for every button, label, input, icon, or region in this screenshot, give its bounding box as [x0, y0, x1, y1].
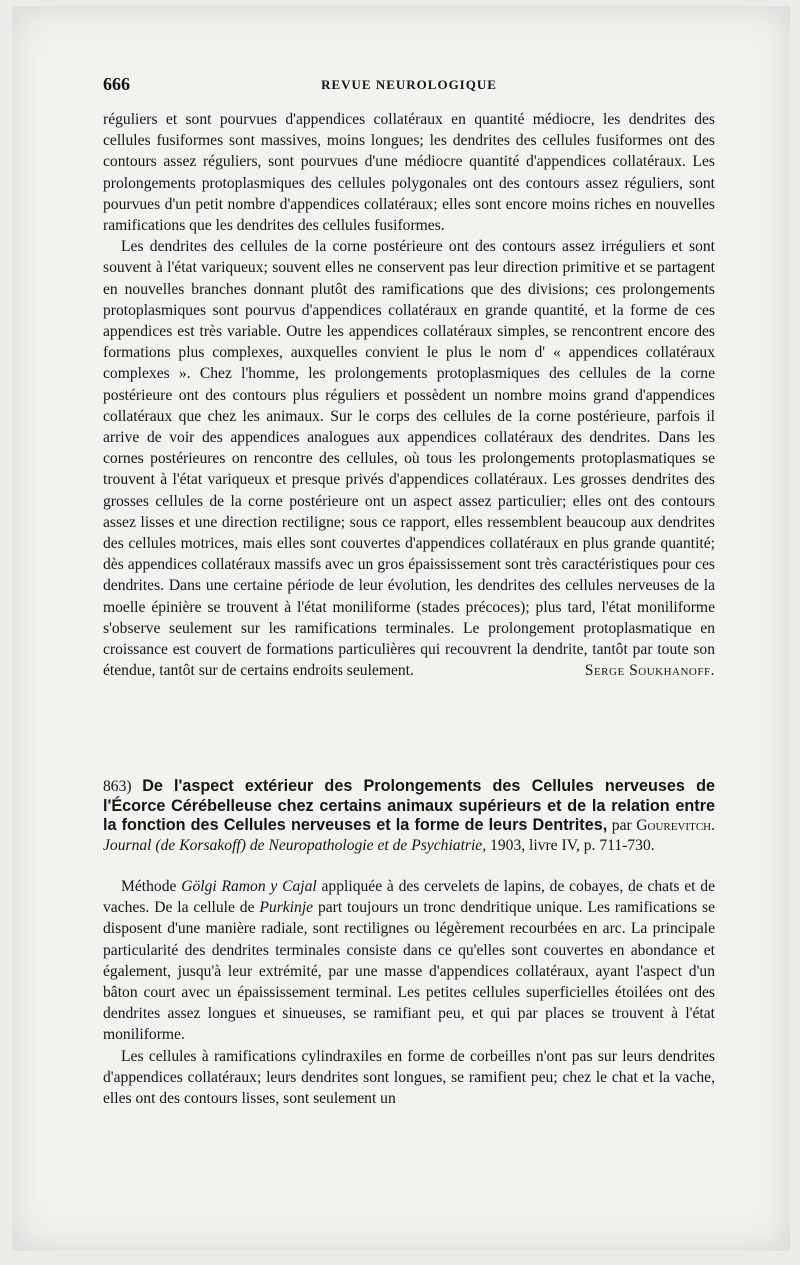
- entry-number: 863): [103, 778, 132, 795]
- running-title: REVUE NEUROLOGIQUE: [321, 77, 497, 92]
- entry-journal: Journal (de Korsakoff) de Neuropathologie et de Psychiatrie,: [103, 836, 487, 854]
- text-span: part toujours un tronc dendritique unique. Les ramifications se disposent d'une manière radiale, sont rectilignes ou légèrement recourbées en arc. La principale particularité des dendrites terminales consiste dans ce qu'elles sont couvertes en abondance et également, jusqu'à leur extrémité, par une masse d'appendices collatéraux, ayant l'aspect d'un bâton court avec un épaississement terminal. Les petites cellules superficielles étoilées ont des dendrites assez longues et sinueuses, se ramifiant peu, et qui par places se trouvent à l'état moniliforme.: [103, 899, 715, 1044]
- text-span: Méthode: [121, 878, 177, 895]
- author-signature: Serge Soukhanoff.: [584, 662, 715, 680]
- paragraph-text: Les dendrites des cellules de la corne postérieure ont des contours assez irréguliers et sont souvent à l'état variqueux; souvent elles ne conservent pas leur direction primitive et se partagent en nouvelles branches donnant plutôt des ramifications que des divisions; ces prolongements protoplasmiques sont pourvus d'appendices collatéraux en grande quantité, et la forme de ces appendices est très variable. Outre les appendices collatéraux simples, se rencontrent encore des formations plus complexes, auxquelles convient le plus le nom d' « appendices collatéraux complexes ». Chez l'homme, les prolongements protoplasmiques des cellules de la corne postérieure ont des contours plus réguliers et possèdent un nombre moins grand d'appendices collatéraux que chez les animaux. Sur le corps des cellules de la corne postérieure, parfois il arrive de voir des appendices analogues aux appendices collatéraux des dendrites. Dans les cornes postérieures on rencontre des cellules, où tous les prolongements protoplasmatiques se trouvent à l'état variqueux et presque privés d'appendices collatéraux. Les grosses dendrites des grosses cellules de la corne postérieure ont un aspect assez particulier; elles ont des contours assez lisses et une direction rectiligne; sous ce rapport, elles ressemblent beaucoup aux dendrites des cellules motrices, mais elles sont couvertes d'appendices collatéraux en plus grande quantité; dès appendices collatéraux massifs avec un gros épaississement sont très caractéristiques pour ces dendrites. Dans une certaine période de leur évolution, les dendrites des cellules nerveuses de la moelle épinière se trouvent à l'état moniliforme (stades précoces); plus tard, l'état moniliforme s'observe seulement sur les ramifications terminales. Le prolongement protoplasmatique en croissance est couvert de formations particulières qui recouvrent la dendrite, tantôt par toute son étendue, tantôt sur de certains endroits seulement.: [103, 238, 715, 680]
- paragraph: réguliers et sont pourvues d'appendices collatéraux en quantité médiocre, les dendrites des cellules fusiformes sont massives, moins longues; les dendrites des cellules fusiformes ont des contours assez réguliers, sont pourvues d'une médiocre quantité d'appendices collatéraux. Les prolongements protoplasmiques des cellules polygonales ont des contours assez réguliers, sont pourvues d'un petit nombre d'appendices collatéraux; elles sont encore moins riches en nouvelles ramifications que les dendrites des cellules fusiformes.: [103, 111, 715, 235]
- method-name: Gölgi Ramon y Cajal: [181, 878, 317, 895]
- page-number: 666: [103, 74, 130, 94]
- purkinje-term: Purkinje: [259, 899, 314, 917]
- entry-author: Gourevitch.: [636, 817, 715, 834]
- entry-citation: 1903, livre IV, p. 711-730.: [490, 836, 655, 854]
- review-continuation: [103, 109, 715, 681]
- review-entry-header: [103, 777, 715, 855]
- review-body: [103, 876, 715, 1109]
- entry-title: De l'aspect extérieur des Prolongements des Cellules nerveuses de l'Écorce Cérébelleuse chez certains animaux supérieurs et de la relation entre la fonction des Cellules nerveuses et la forme de leurs Dentrites,: [103, 777, 715, 834]
- entry-by: par: [611, 817, 632, 834]
- paragraph: Les cellules à ramifications cylindraxiles en forme de corbeilles n'ont pas sur leurs dendrites d'appendices collatéraux; leurs dendrites sont longues, se ramifient peu; chez le chat et la vache, elles ont des contours lisses, sont seulement un: [103, 1047, 715, 1108]
- page-header: [103, 74, 715, 96]
- paragraph: [103, 876, 715, 1046]
- paragraph: [103, 236, 715, 681]
- text-span: appliquée à des cervelets de lapins, de cobayes, de chats et de vaches. De la cellule de: [103, 878, 715, 917]
